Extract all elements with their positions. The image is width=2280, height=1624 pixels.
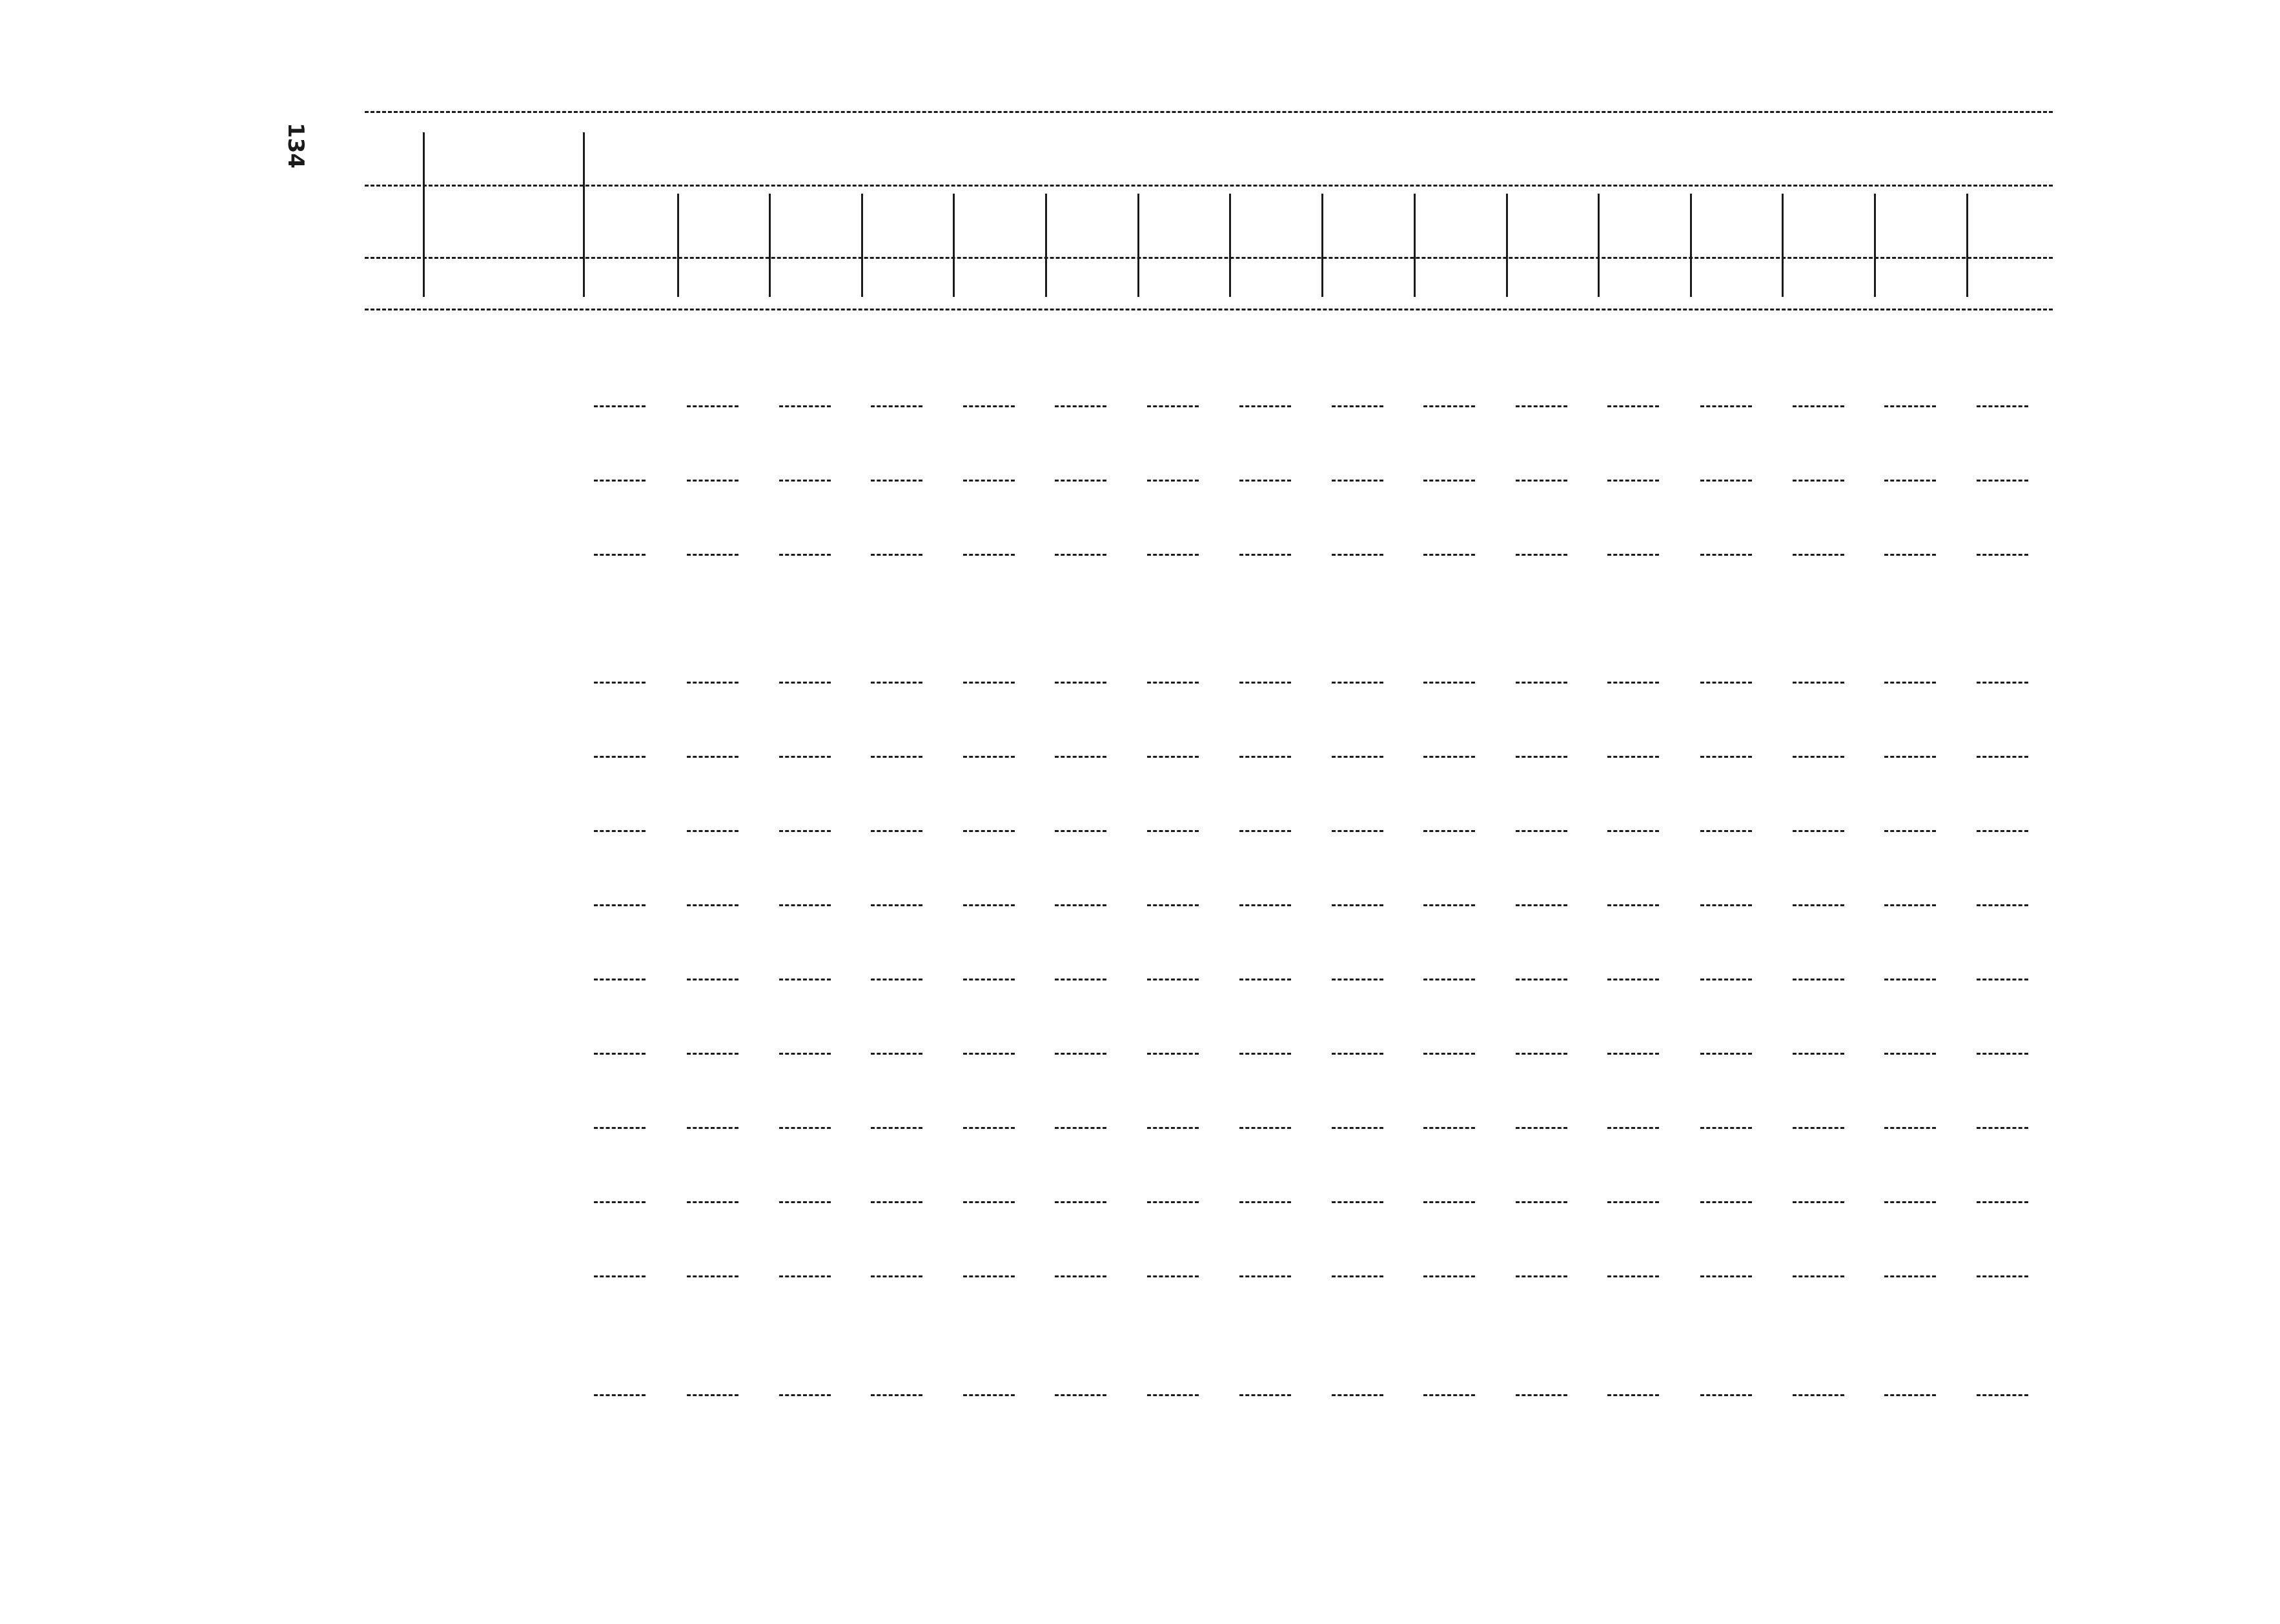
fraction-line xyxy=(1884,1127,1936,1129)
fraction-line xyxy=(1055,1275,1106,1277)
fraction-line xyxy=(779,1127,831,1129)
fraction-line xyxy=(1423,756,1475,758)
fraction-line xyxy=(871,1053,922,1055)
fraction-line xyxy=(1239,682,1291,684)
fraction-line xyxy=(1055,979,1106,980)
fraction-line xyxy=(1607,1394,1659,1396)
header-divider xyxy=(1045,194,1047,297)
fraction-line xyxy=(1793,756,1844,758)
fraction-line xyxy=(779,904,831,906)
header-divider xyxy=(1506,194,1508,297)
fraction-line xyxy=(1332,554,1383,556)
fraction-line xyxy=(871,904,922,906)
fraction-line xyxy=(779,1275,831,1277)
fraction-line xyxy=(963,480,1015,482)
fraction-line xyxy=(1977,1275,2028,1277)
fraction-line xyxy=(1607,1275,1659,1277)
fraction-line xyxy=(1793,904,1844,906)
fraction-line xyxy=(871,756,922,758)
fraction-line xyxy=(1423,682,1475,684)
fraction-line xyxy=(1332,1394,1383,1396)
fraction-line xyxy=(594,682,646,684)
fraction-line xyxy=(1700,904,1752,906)
fraction-line xyxy=(1884,480,1936,482)
fraction-line xyxy=(594,554,646,556)
fraction-line xyxy=(1607,1127,1659,1129)
fraction-line xyxy=(1055,554,1106,556)
fraction-line xyxy=(1055,480,1106,482)
fraction-line xyxy=(963,979,1015,980)
fraction-line xyxy=(594,1201,646,1203)
fraction-line xyxy=(1147,830,1199,832)
fraction-line xyxy=(1793,682,1844,684)
fraction-line xyxy=(1239,1394,1291,1396)
header-rule xyxy=(365,185,2053,187)
fraction-line xyxy=(594,480,646,482)
fraction-line xyxy=(687,756,738,758)
fraction-line xyxy=(1423,1053,1475,1055)
fraction-line xyxy=(1884,756,1936,758)
fraction-line xyxy=(871,1275,922,1277)
fraction-line xyxy=(1239,979,1291,980)
fraction-line xyxy=(871,480,922,482)
fraction-line xyxy=(1332,1275,1383,1277)
fraction-line xyxy=(779,1201,831,1203)
fraction-line xyxy=(1607,480,1659,482)
fraction-line xyxy=(1332,830,1383,832)
fraction-line xyxy=(1147,1201,1199,1203)
fraction-line xyxy=(963,904,1015,906)
fraction-line xyxy=(1884,682,1936,684)
fraction-line xyxy=(1055,1127,1106,1129)
header-divider xyxy=(1598,194,1600,297)
fraction-line xyxy=(1884,904,1936,906)
fraction-line xyxy=(1516,979,1567,980)
fraction-line xyxy=(871,1394,922,1396)
fraction-line xyxy=(1147,979,1199,980)
fraction-line xyxy=(1793,979,1844,980)
fraction-line xyxy=(1516,1053,1567,1055)
fraction-line xyxy=(1055,1053,1106,1055)
fraction-line xyxy=(1607,830,1659,832)
fraction-line xyxy=(1516,405,1567,407)
fraction-line xyxy=(687,480,738,482)
fraction-line xyxy=(1239,554,1291,556)
fraction-line xyxy=(1147,756,1199,758)
header-divider xyxy=(1874,194,1876,297)
fraction-line xyxy=(594,830,646,832)
fraction-line xyxy=(594,1275,646,1277)
header-divider xyxy=(1229,194,1231,297)
fraction-line xyxy=(1607,756,1659,758)
fraction-line xyxy=(779,405,831,407)
fraction-line xyxy=(1332,979,1383,980)
header-divider xyxy=(677,194,679,297)
fraction-line xyxy=(687,1053,738,1055)
fraction-line xyxy=(1884,1275,1936,1277)
fraction-line xyxy=(963,682,1015,684)
fraction-line xyxy=(871,682,922,684)
fraction-line xyxy=(779,1394,831,1396)
fraction-line xyxy=(871,979,922,980)
fraction-line xyxy=(594,1053,646,1055)
header-rule xyxy=(365,257,2053,259)
fraction-line xyxy=(1793,1201,1844,1203)
fraction-line xyxy=(1607,405,1659,407)
fraction-line xyxy=(1700,1053,1752,1055)
header-rule xyxy=(365,111,2053,113)
fraction-line xyxy=(1793,1127,1844,1129)
fraction-line xyxy=(1884,1201,1936,1203)
fraction-line xyxy=(1793,405,1844,407)
fraction-line xyxy=(1239,830,1291,832)
fraction-line xyxy=(687,1394,738,1396)
fraction-line xyxy=(1423,979,1475,980)
fraction-line xyxy=(1055,904,1106,906)
fraction-line xyxy=(871,1127,922,1129)
fraction-line xyxy=(963,1275,1015,1277)
fraction-line xyxy=(1147,480,1199,482)
fraction-line xyxy=(1977,1127,2028,1129)
fraction-line xyxy=(1793,480,1844,482)
fraction-line xyxy=(687,1201,738,1203)
fraction-line xyxy=(1055,830,1106,832)
fraction-line xyxy=(1147,682,1199,684)
fraction-line xyxy=(1516,1275,1567,1277)
fraction-line xyxy=(1793,830,1844,832)
header-rule xyxy=(365,309,2053,310)
fraction-line xyxy=(1332,756,1383,758)
fraction-line xyxy=(1147,1394,1199,1396)
fraction-line xyxy=(1977,405,2028,407)
fraction-line xyxy=(963,1127,1015,1129)
fraction-line xyxy=(1055,756,1106,758)
fraction-line xyxy=(1977,904,2028,906)
fraction-line xyxy=(963,756,1015,758)
header-divider xyxy=(1321,194,1323,297)
fraction-line xyxy=(1147,405,1199,407)
fraction-line xyxy=(779,830,831,832)
fraction-line xyxy=(1607,1053,1659,1055)
fraction-line xyxy=(1332,1053,1383,1055)
fraction-line xyxy=(963,1053,1015,1055)
fraction-line xyxy=(1607,682,1659,684)
header-divider xyxy=(1690,194,1692,297)
fraction-line xyxy=(687,1127,738,1129)
fraction-line xyxy=(1516,1394,1567,1396)
fraction-line xyxy=(687,904,738,906)
fraction-line xyxy=(687,554,738,556)
fraction-line xyxy=(594,405,646,407)
fraction-line xyxy=(1700,1394,1752,1396)
fraction-line xyxy=(1423,480,1475,482)
fraction-line xyxy=(1700,480,1752,482)
fraction-line xyxy=(1423,1201,1475,1203)
fraction-line xyxy=(1516,904,1567,906)
fraction-line xyxy=(1147,1053,1199,1055)
fraction-line xyxy=(1700,830,1752,832)
fraction-line xyxy=(1055,405,1106,407)
fraction-line xyxy=(963,405,1015,407)
fraction-line xyxy=(1884,1394,1936,1396)
fraction-line xyxy=(1977,682,2028,684)
fraction-line xyxy=(1239,1201,1291,1203)
fraction-line xyxy=(1423,1127,1475,1129)
fraction-line xyxy=(1516,756,1567,758)
fraction-line xyxy=(1700,682,1752,684)
fraction-line xyxy=(779,756,831,758)
fraction-line xyxy=(1700,554,1752,556)
fraction-line xyxy=(1055,1394,1106,1396)
fraction-line xyxy=(687,1275,738,1277)
fraction-line xyxy=(1055,682,1106,684)
fraction-line xyxy=(1977,480,2028,482)
fraction-line xyxy=(1793,554,1844,556)
fraction-line xyxy=(1977,1053,2028,1055)
fraction-line xyxy=(779,682,831,684)
header-divider xyxy=(1966,194,1968,297)
fraction-line xyxy=(871,405,922,407)
fraction-line xyxy=(687,979,738,980)
fraction-line xyxy=(1147,554,1199,556)
fraction-line xyxy=(687,405,738,407)
fraction-line xyxy=(1884,405,1936,407)
fraction-line xyxy=(1700,1275,1752,1277)
fraction-line xyxy=(1977,830,2028,832)
fraction-line xyxy=(1516,1201,1567,1203)
fraction-line xyxy=(594,1394,646,1396)
fraction-line xyxy=(1700,756,1752,758)
fraction-line xyxy=(687,682,738,684)
fraction-line xyxy=(779,1053,831,1055)
fraction-line xyxy=(1423,1275,1475,1277)
fraction-line xyxy=(1977,979,2028,980)
fraction-line xyxy=(1793,1053,1844,1055)
fraction-line xyxy=(687,830,738,832)
fraction-line xyxy=(1700,979,1752,980)
fraction-line xyxy=(1332,1201,1383,1203)
fraction-line xyxy=(1977,756,2028,758)
fraction-line xyxy=(1516,480,1567,482)
fraction-line xyxy=(963,830,1015,832)
fraction-line xyxy=(1793,1394,1844,1396)
fraction-line xyxy=(871,830,922,832)
fraction-line xyxy=(1700,1127,1752,1129)
header-divider xyxy=(1782,194,1784,297)
fraction-line xyxy=(871,1201,922,1203)
fraction-line xyxy=(1516,554,1567,556)
fraction-line xyxy=(1607,1201,1659,1203)
fraction-line xyxy=(1607,904,1659,906)
fraction-line xyxy=(1239,480,1291,482)
fraction-line xyxy=(1147,904,1199,906)
fraction-line xyxy=(1147,1127,1199,1129)
fraction-line xyxy=(594,904,646,906)
fraction-line xyxy=(1147,1275,1199,1277)
fraction-line xyxy=(1332,904,1383,906)
fraction-line xyxy=(1884,1053,1936,1055)
fraction-line xyxy=(1516,682,1567,684)
fraction-line xyxy=(1423,830,1475,832)
fraction-line xyxy=(1239,1053,1291,1055)
fraction-line xyxy=(1884,830,1936,832)
fraction-line xyxy=(594,756,646,758)
fraction-line xyxy=(963,554,1015,556)
fraction-line xyxy=(1516,1127,1567,1129)
fraction-line xyxy=(1239,904,1291,906)
fraction-line xyxy=(1239,1127,1291,1129)
fraction-line xyxy=(1977,554,2028,556)
fraction-line xyxy=(1977,1201,2028,1203)
fraction-line xyxy=(1516,830,1567,832)
fraction-line xyxy=(594,979,646,980)
fraction-line xyxy=(1055,1201,1106,1203)
fraction-line xyxy=(1700,405,1752,407)
header-divider xyxy=(1414,194,1416,297)
fraction-line xyxy=(1423,1394,1475,1396)
fraction-line xyxy=(779,480,831,482)
fraction-line xyxy=(1423,554,1475,556)
header-divider xyxy=(583,132,585,297)
page-number: 134 xyxy=(283,123,309,168)
fraction-line xyxy=(594,1127,646,1129)
fraction-line xyxy=(1239,405,1291,407)
fraction-line xyxy=(1607,554,1659,556)
header-divider xyxy=(1137,194,1139,297)
fraction-line xyxy=(1793,1275,1844,1277)
header-divider xyxy=(423,132,425,297)
fraction-line xyxy=(779,979,831,980)
fraction-line xyxy=(1239,756,1291,758)
fraction-line xyxy=(1700,1201,1752,1203)
fraction-line xyxy=(963,1201,1015,1203)
fraction-line xyxy=(1423,904,1475,906)
header-divider xyxy=(769,194,771,297)
fraction-line xyxy=(1332,682,1383,684)
fraction-line xyxy=(1423,405,1475,407)
fraction-line xyxy=(1607,979,1659,980)
fraction-line xyxy=(1884,554,1936,556)
fraction-line xyxy=(1332,480,1383,482)
fraction-line xyxy=(963,1394,1015,1396)
fraction-line xyxy=(1884,979,1936,980)
header-divider xyxy=(861,194,863,297)
header-divider xyxy=(953,194,955,297)
fraction-line xyxy=(779,554,831,556)
fraction-line xyxy=(1239,1275,1291,1277)
fraction-line xyxy=(1332,1127,1383,1129)
fraction-line xyxy=(1977,1394,2028,1396)
fraction-line xyxy=(871,554,922,556)
fraction-line xyxy=(1332,405,1383,407)
